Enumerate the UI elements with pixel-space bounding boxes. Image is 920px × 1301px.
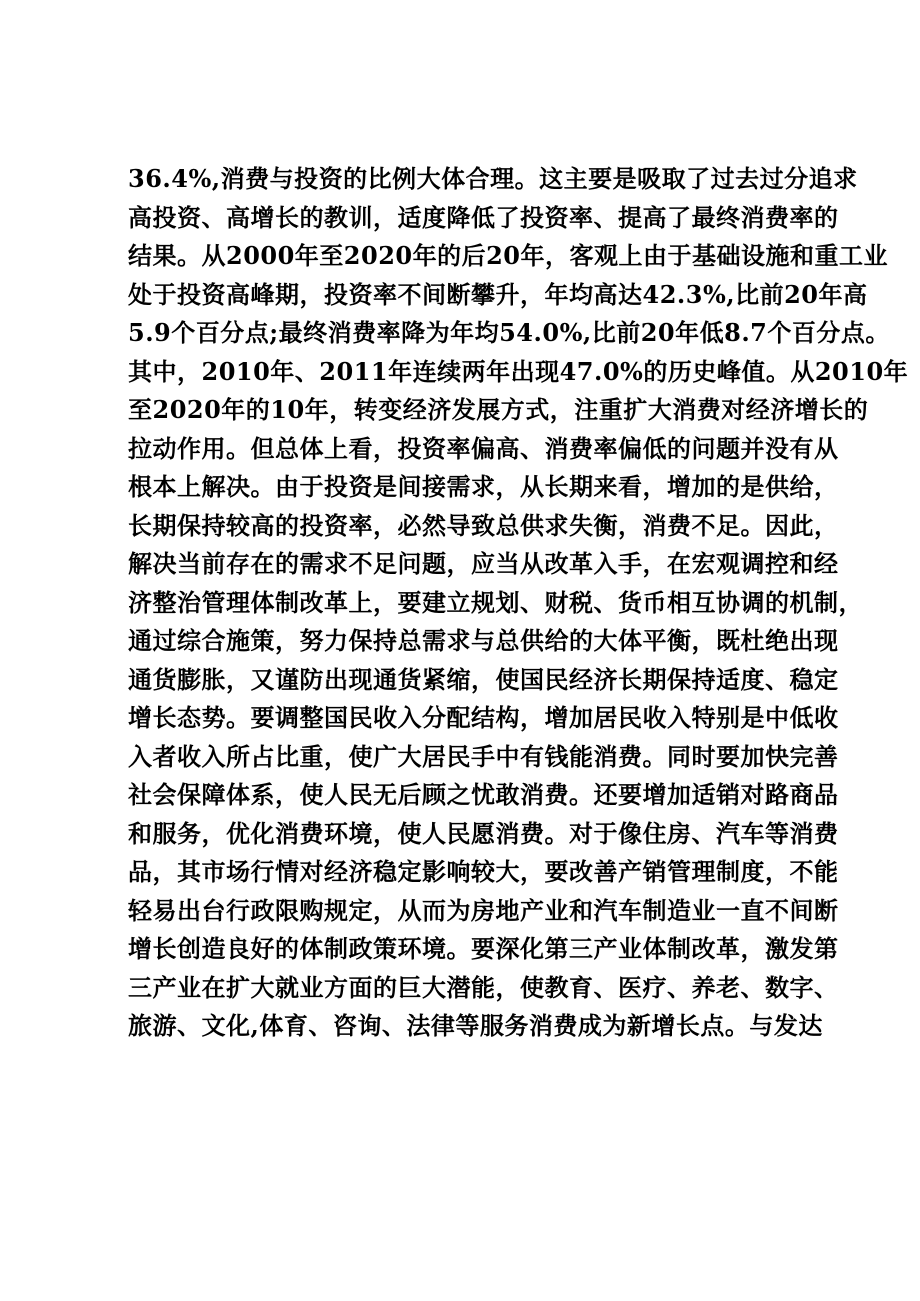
text-line: 社会保障体系，使人民无后顾之忧敢消费。还要增加适销对路商品 — [128, 780, 839, 809]
text-line: 增长创造良好的体制政策环境。要深化第三产业体制改革，激发第 — [128, 934, 839, 963]
text-line: 根本上解决。由于投资是间接需求，从长期来看，增加的是供给， — [128, 472, 839, 501]
text-line: 通货膨胀，又谨防出现通货紧缩，使国民经济长期保持适度、稳定 — [128, 664, 839, 694]
text-line: 拉动作用。但总体上看，投资率偏高、消费率偏低的问题并没有从 — [128, 433, 839, 463]
text-line: 旅游、文化,体育、咨询、法律等服务消费成为新增长点。与发达 — [128, 1011, 823, 1040]
text-line: 轻易出台行政限购规定，从而为房地产业和汽车制造业一直不间断 — [128, 895, 839, 925]
text-line: 三产业在扩大就业方面的巨大潜能，使教育、医疗、养老、数字、 — [128, 972, 839, 1002]
text-line: 品，其市场行情对经济稳定影响较大，要改善产销管理制度，不能 — [128, 857, 839, 886]
text-line: 高投资、高增长的教训，适度降低了投资率、提高了最终消费率的 — [128, 202, 839, 232]
text-line: 和服务，优化消费环境，使人民愿消费。对于像住房、汽车等消费 — [128, 818, 839, 848]
text-line: 至2020年的10年，转变经济发展方式，注重扩大消费对经济增长的 — [128, 395, 869, 424]
text-line: 通过综合施策，努力保持总需求与总供给的大体平衡，既杜绝出现 — [128, 626, 839, 655]
text-line: 其中，2010年、2011年连续两年出现47.0%的历史峰值。从2010年 — [128, 356, 909, 386]
text-line: 36.4%,消费与投资的比例大体合理。这主要是吸取了过去过分追求 — [128, 164, 858, 193]
text-line: 处于投资高峰期，投资率不间断攀升，年均高达42.3%,比前20年高 — [128, 279, 868, 309]
text-line: 长期保持较高的投资率，必然导致总供求失衡，消费不足。因此， — [128, 510, 839, 540]
text-line: 济整治管理体制改革上，要建立规划、财税、货币相互协调的机制， — [128, 587, 863, 617]
text-line: 5.9个百分点;最终消费率降为年均54.0%,比前20年低8.7个百分点。 — [128, 318, 890, 347]
text-line: 增长态势。要调整国民收入分配结构，增加居民收入特别是中低收 — [128, 703, 839, 732]
text-line: 入者收入所占比重，使广大居民手中有钱能消费。同时要加快完善 — [128, 741, 839, 771]
text-line: 结果。从2000年至2020年的后20年，客观上由于基础设施和重工业 — [128, 241, 888, 270]
body-paragraph — [128, 160, 909, 1046]
text-line: 解决当前存在的需求不足问题，应当从改革入手，在宏观调控和经 — [128, 549, 839, 578]
